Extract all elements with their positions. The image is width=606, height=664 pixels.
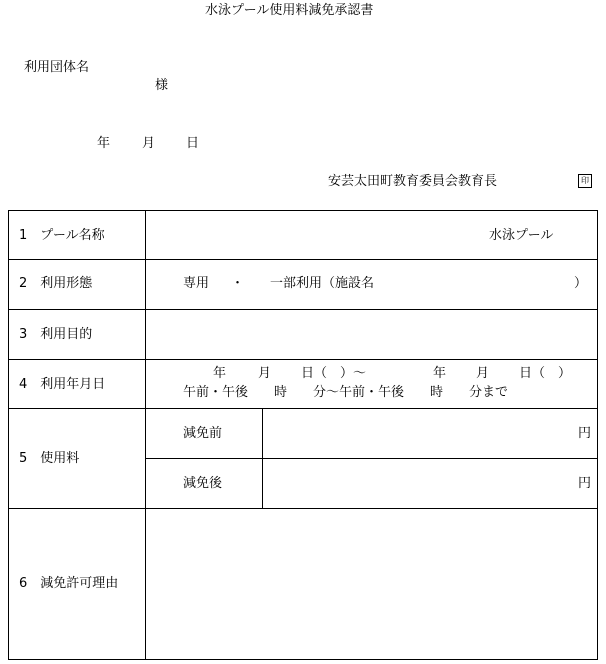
from-day: 日（ ）～: [301, 366, 367, 381]
from-month: 月: [258, 366, 272, 381]
row-label-fee: 5 使用料: [19, 451, 80, 466]
honorific: 様: [155, 78, 169, 93]
time-range-line: 午前・午後 時 分～午前・午後 時 分まで: [183, 385, 509, 400]
row-label-usage-date: 4 利用年月日: [19, 377, 106, 392]
row-divider: [8, 408, 598, 409]
fee-subrow-divider: [145, 458, 598, 459]
fee-before-unit: 円: [578, 426, 592, 441]
table-border-left: [8, 210, 9, 660]
row-divider: [8, 359, 598, 360]
date-year: 年: [97, 136, 111, 151]
fee-before-label: 減免前: [183, 426, 223, 441]
row-label-usage-type: 2 利用形態: [19, 276, 93, 291]
to-day: 日（ ）: [519, 366, 572, 381]
fee-after-unit: 円: [578, 476, 592, 491]
date-day: 日: [186, 136, 200, 151]
issuer: 安芸太田町教育委員会教育長: [328, 174, 498, 189]
to-month: 月: [476, 366, 490, 381]
usage-separator: ・: [231, 276, 245, 291]
page-title: 水泳プール使用料減免承認書: [205, 3, 374, 18]
usage-close-paren: ）: [574, 276, 588, 291]
to-year: 年: [433, 366, 447, 381]
applicant-label: 利用団体名: [24, 60, 90, 75]
row-label-reason: 6 減免許可理由: [19, 576, 119, 591]
from-year: 年: [213, 366, 227, 381]
usage-partial-option: 一部利用（施設名: [270, 276, 375, 291]
pool-name-value: 水泳プール: [489, 228, 554, 243]
row-divider: [8, 259, 598, 260]
table-border-right: [597, 210, 598, 660]
table-column-divider: [145, 210, 146, 660]
usage-exclusive-option: 専用: [183, 276, 210, 291]
row-label-purpose: 3 利用目的: [19, 327, 93, 342]
row-divider: [8, 309, 598, 310]
table-border-top: [8, 210, 598, 211]
row-label-pool-name: 1 プール名称: [19, 228, 105, 243]
fee-after-label: 減免後: [183, 476, 223, 491]
table-border-bottom: [8, 659, 598, 660]
fee-subcolumn-divider: [262, 408, 263, 508]
seal-mark: 印: [578, 174, 592, 188]
date-month: 月: [142, 136, 156, 151]
row-divider: [8, 508, 598, 509]
